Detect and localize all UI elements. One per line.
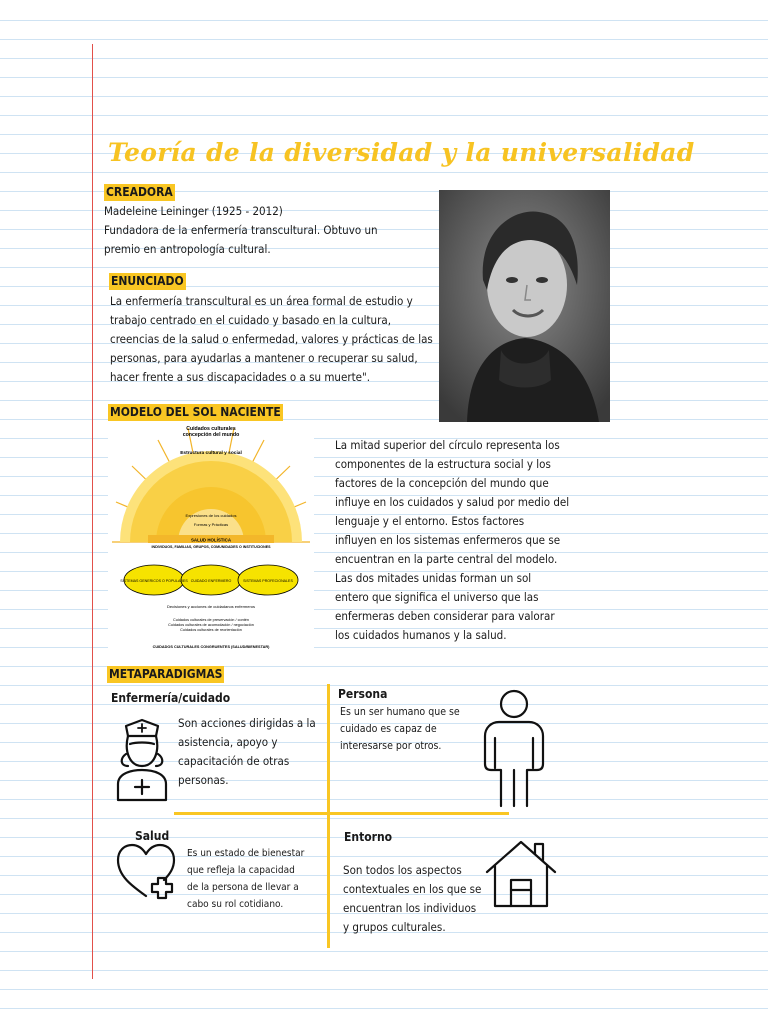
entorno-heading: Entorno bbox=[344, 830, 393, 844]
quadrant-vertical-divider bbox=[327, 684, 330, 948]
diagram-decisions: Decisiones y acciones de cuidadanos enfermeros bbox=[166, 604, 256, 609]
enunciado-line-3: creencias de la salud o enfermedad, valores y prácticas de las bbox=[110, 332, 433, 346]
enfermeria-line-3: capacitación de otras bbox=[178, 754, 290, 768]
enunciado-text bbox=[110, 292, 435, 387]
entorno-line-4: y grupos culturales. bbox=[343, 920, 446, 934]
diagram-care-3: Cuidados culturales de reorientación bbox=[180, 628, 242, 632]
modelo-line-11: los cuidados humanos y la salud. bbox=[335, 628, 507, 642]
notebook-margin-line bbox=[92, 44, 93, 979]
salud-heading: Salud bbox=[135, 829, 170, 843]
creadora-line-2: premio en antropología cultural. bbox=[104, 242, 271, 256]
entorno-line-3: encuentran los individuos bbox=[343, 901, 477, 915]
diagram-band: INDIVIDUOS, FAMILIAS, GRUPOS, COMUNIDADES O INSTITUCIONES bbox=[151, 545, 271, 549]
entorno-text bbox=[343, 861, 491, 937]
modelo-line-3: factores de la concepción del mundo que bbox=[335, 476, 549, 490]
creadora-name: Madeleine Leininger (1925 - 2012) bbox=[104, 204, 283, 218]
person-icon bbox=[483, 688, 545, 816]
entorno-line-2: contextuales en los que se bbox=[343, 882, 482, 896]
metaparadigmas-label: METAPARADIGMAS bbox=[109, 667, 223, 681]
persona-heading: Persona bbox=[338, 687, 388, 701]
enunciado-label: ENUNCIADO bbox=[111, 274, 184, 288]
enfermeria-text bbox=[178, 714, 326, 790]
creadora-line-1: Fundadora de la enfermería transcultural. Obtuvo un bbox=[104, 223, 378, 237]
modelo-line-8: Las dos mitades unidas forman un sol bbox=[335, 571, 532, 585]
quadrant-horizontal-divider bbox=[174, 812, 509, 815]
enunciado-line-2: trabajo centrado en el cuidado y basado en la cultura, bbox=[110, 313, 391, 327]
diagram-care-1: Cuidados culturales de preservación / contén bbox=[173, 618, 249, 622]
enfermeria-line-1: Son acciones dirigidas a la bbox=[178, 716, 316, 730]
enfermeria-line-4: personas. bbox=[178, 773, 229, 787]
modelo-line-9: entero que significa el universo que las bbox=[335, 590, 539, 604]
diagram-bottom: CUIDADOS CULTURALES CONGRUENTES (SALUD/BIENESTAR) bbox=[152, 645, 270, 649]
diagram-oval-2: CUIDADO ENFERMERO bbox=[190, 579, 232, 583]
enfermeria-heading: Enfermería/cuidado bbox=[111, 691, 231, 705]
modelo-line-4: influye en los cuidados y salud por medio del bbox=[335, 495, 570, 509]
modelo-label: MODELO DEL SOL NACIENTE bbox=[110, 405, 281, 419]
modelo-line-6: influyen en los sistemas enfermeros que se bbox=[335, 533, 561, 547]
salud-line-4: cabo su rol cotidiano. bbox=[187, 899, 284, 910]
enunciado-line-5: hacer frente a sus discapacidades o a su muerte". bbox=[110, 370, 371, 384]
diagram-holistic: SALUD HOLÍSTICA bbox=[190, 537, 232, 543]
salud-text bbox=[187, 845, 327, 913]
creadora-label: CREADORA bbox=[106, 185, 173, 199]
heart-cross-icon bbox=[114, 842, 180, 906]
persona-line-2: cuidado es capaz de bbox=[340, 723, 437, 735]
salud-line-1: Es un estado de bienestar bbox=[187, 848, 305, 859]
portrait-photo bbox=[439, 190, 610, 422]
persona-line-3: interesarse por otros. bbox=[340, 740, 442, 752]
diagram-center-2: Formas y Prácticas bbox=[193, 522, 229, 527]
page-title: Teoría de la diversidad y la universalidad bbox=[108, 138, 695, 167]
diagram-top-1: Cuidados culturales bbox=[186, 426, 236, 432]
modelo-line-2: componentes de la estructura social y los bbox=[335, 457, 551, 471]
diagram-top-2: concepción del mundo bbox=[182, 432, 240, 438]
diagram-oval-3: SISTEMAS PROFECIONALES bbox=[243, 579, 293, 583]
modelo-line-5: lenguaje y el entorno. Estos factores bbox=[335, 514, 525, 528]
modelo-text bbox=[335, 436, 595, 645]
persona-text bbox=[340, 704, 480, 755]
entorno-line-1: Son todos los aspectos bbox=[343, 863, 462, 877]
diagram-oval-1: SISTEMAS GENERICOS O POPULARES bbox=[120, 579, 188, 583]
modelo-line-1: La mitad superior del círculo representa los bbox=[335, 438, 560, 452]
creadora-text bbox=[104, 202, 434, 259]
modelo-line-10: enfermeras deben considerar para valorar bbox=[335, 609, 555, 623]
sunrise-model-diagram bbox=[108, 422, 314, 654]
enunciado-line-1: La enfermería transcultural es un área formal de estudio y bbox=[110, 294, 413, 308]
enunciado-line-4: personas, para ayudarlas a mantener o recuperar su salud, bbox=[110, 351, 418, 365]
diagram-center-1: Expresiones de los cuidados bbox=[185, 513, 237, 518]
enfermeria-line-2: asistencia, apoyo y bbox=[178, 735, 278, 749]
persona-line-1: Es un ser humano que se bbox=[340, 706, 460, 718]
diagram-arc: Estructura cultural y social bbox=[180, 451, 242, 456]
house-icon bbox=[483, 838, 559, 914]
modelo-line-7: encuentran en la parte central del modelo. bbox=[335, 552, 558, 566]
diagram-care-2: Cuidados culturales de acomodación / negociación bbox=[168, 623, 254, 627]
salud-line-3: de la persona de llevar a bbox=[187, 882, 299, 893]
nurse-icon bbox=[112, 718, 172, 810]
salud-line-2: que refleja la capacidad bbox=[187, 865, 295, 876]
